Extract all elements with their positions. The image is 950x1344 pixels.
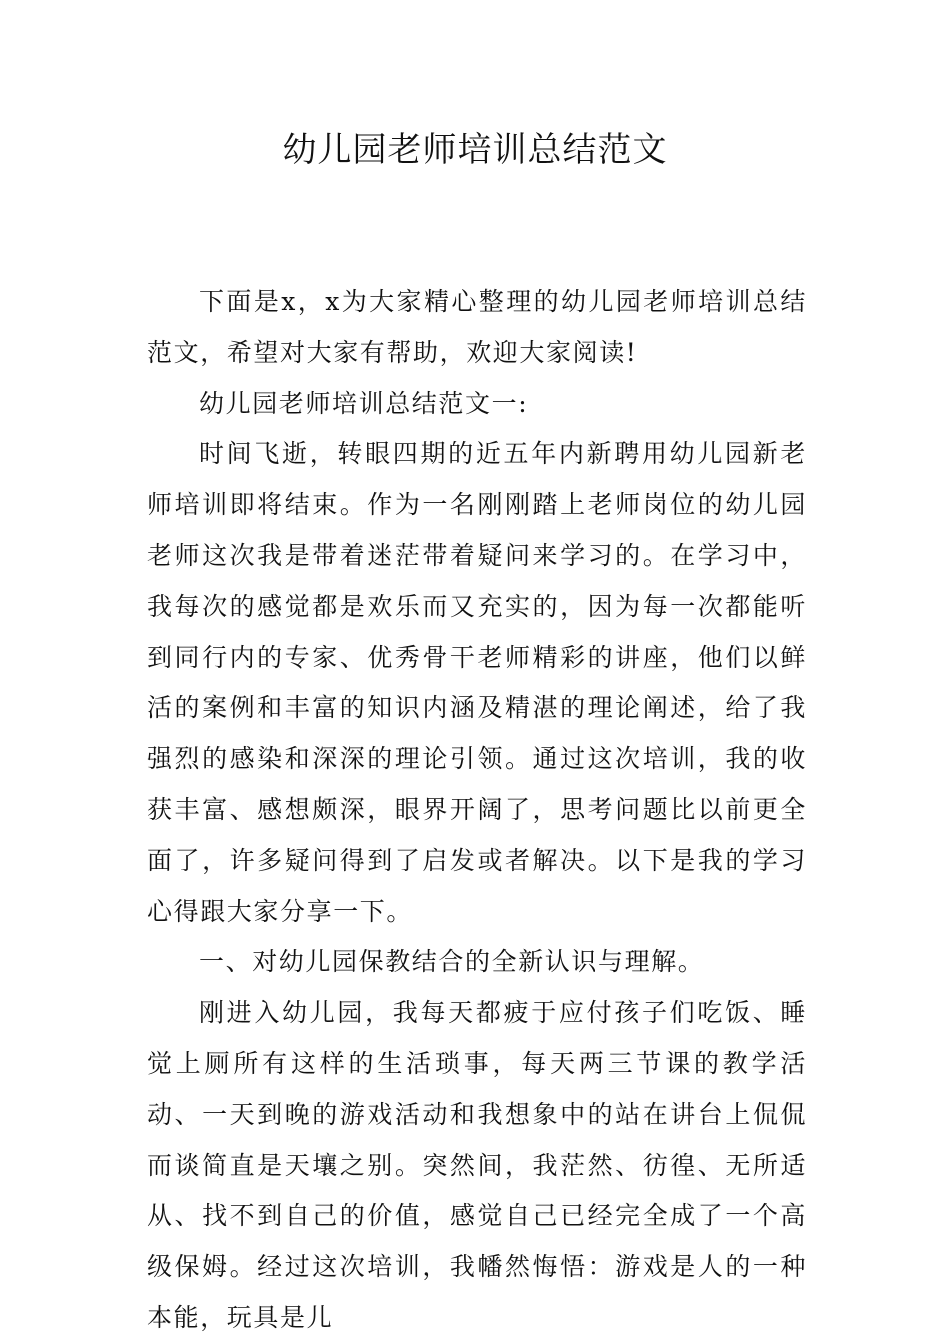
subsection-heading: 一、对幼儿园保教结合的全新认识与理解。: [199, 947, 705, 977]
section-heading: 幼儿园老师培训总结范文一:: [199, 388, 529, 418]
intro-paragraph: 下面是x，x为大家精心整理的幼儿园老师培训总结范文，希望对大家有帮助，欢迎大家阅读!: [147, 287, 807, 367]
body-paragraph: 时间飞逝，转眼四期的近五年内新聘用幼儿园新老师培训即将结束。作为一名刚刚踏上老师岗位的幼儿园老师这次我是带着迷茫带着疑问来学习的。在学习中，我每次的感觉都是欢乐而又充实的，因为每一次都能听到同行内的专家、优秀骨干老师精彩的讲座，他们以鲜活的案例和丰富的知识内涵及精湛的理论阐述，给了我强烈的感染和深深的理论引领。通过这次培训，我的收获丰富、感想颇深，眼界开阔了，思考问题比以前更全面了，许多疑问得到了启发或者解决。以下是我的学习心得跟大家分享一下。: [147, 439, 807, 926]
document-title: 幼儿园老师培训总结范文: [282, 130, 668, 170]
body-paragraph: 刚进入幼儿园，我每天都疲于应付孩子们吃饭、睡觉上厕所有这样的生活琐事，每天两三节课的教学活动、一天到晚的游戏活动和我想象中的站在讲台上侃侃而谈简直是天壤之别。突然间，我茫然、彷徨、无所适从、找不到自己的价值，感觉自己已经完全成了一个高级保姆。经过这次培训，我幡然悔悟：游戏是人的一种本能，玩具是儿: [147, 998, 807, 1332]
document-body: [147, 277, 807, 1344]
